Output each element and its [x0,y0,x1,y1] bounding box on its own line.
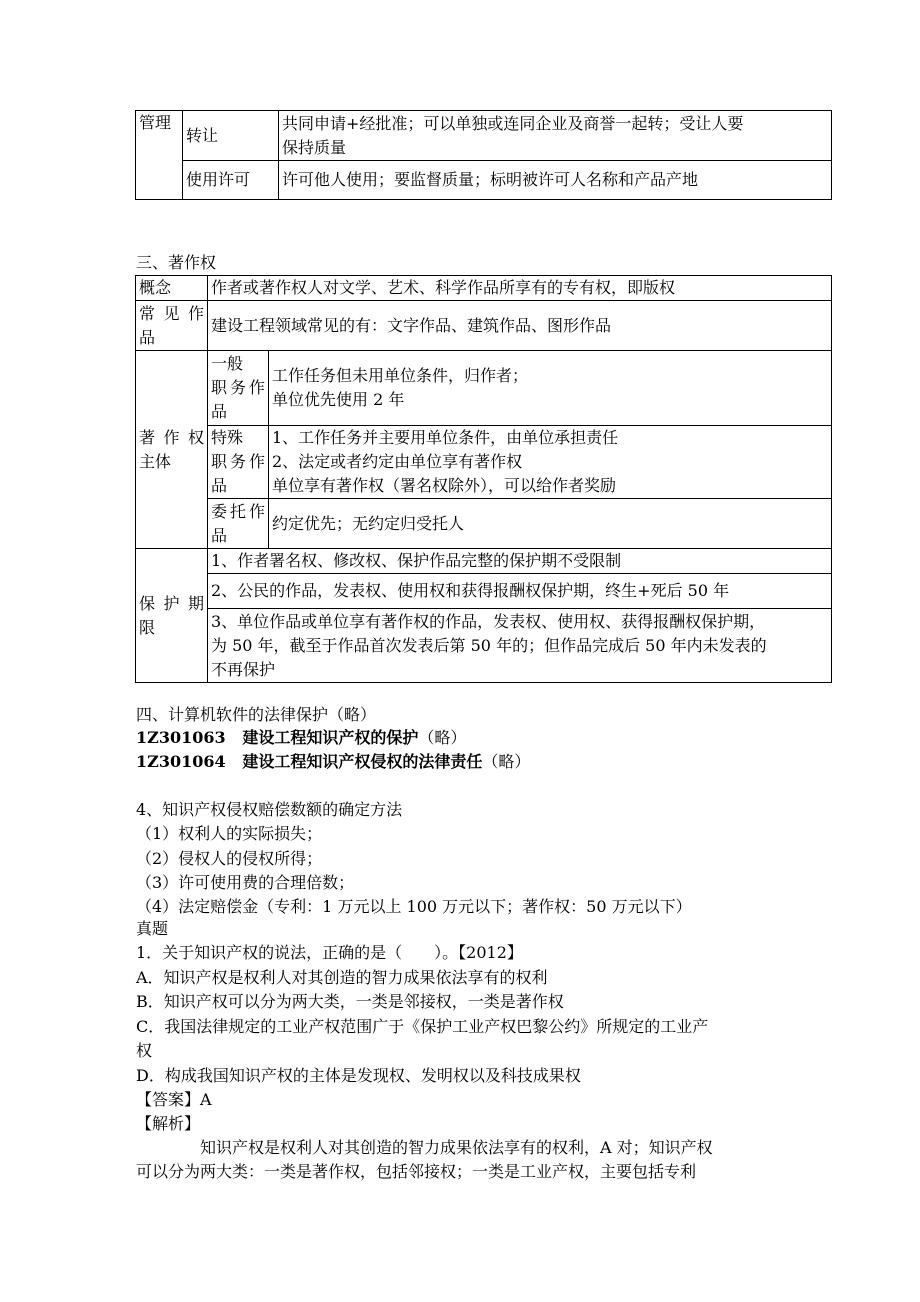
management-label: 管理 [136,111,183,200]
protection-row-3 [208,609,832,683]
option-d: D．构成我国知识产权的主体是发现权、发明权以及科技成果权 [136,1066,581,1085]
option-b: B．知识产权可以分为两大类，一类是邻接权，一类是著作权 [136,992,564,1011]
general-work-text-line2: 单位优先使用 2 年 [272,390,405,409]
protection-period-label-line1: 保护期 [139,593,204,613]
special-work-text-line2: 2、法定或者约定由单位享有著作权 [272,452,523,471]
section3-title: 三、著作权 [136,253,217,272]
protection-period-label [136,549,208,683]
special-work-label-line3: 品 [211,476,228,495]
commissioned-work-label [208,499,269,549]
question-1: 1．关于知识产权的说法，正确的是（ ）。【2012】 [136,943,523,962]
general-work-text [269,351,832,426]
heading-note: （略） [482,752,531,771]
copyright-subject-label-line1: 著作权 [139,427,204,447]
heading-1z301064 [136,751,530,773]
method-item: （2）侵权人的侵权所得； [136,849,323,868]
transfer-label: 转让 [183,111,279,161]
heading-title: 建设工程知识产权侵权的法律责任 [242,752,483,771]
special-work-label [208,426,269,499]
copyright-table [135,275,832,683]
special-work-label-line2: 职务作 [211,452,265,471]
protection-row-1: 1、作者署名权、修改权、保护作品完整的保护期不受限制 [208,549,832,574]
protection-row-3-line1: 3、单位作品或单位享有著作权的作品，发表权、使用权、获得报酬权保护期， [211,611,766,631]
trademark-management-table [135,110,832,200]
analysis-line1: 知识产权是权利人对其创造的智力成果依法享有的权利，A 对；知识产权 [200,1138,713,1157]
concept-text: 作者或著作权人对文学、艺术、科学作品所享有的专有权，即版权 [208,276,832,301]
analysis-label: 【解析】 [136,1114,201,1133]
license-label: 使用许可 [183,161,279,200]
option-c-line1: C．我国法律规定的工业产权范围广于《保护工业产权巴黎公约》所规定的工业产 [136,1017,709,1036]
protection-period-label-line2: 限 [139,617,156,637]
copyright-subject-label [136,351,208,549]
common-works-label-line1: 常见作 [139,303,204,323]
heading-title: 建设工程知识产权的保护 [242,728,419,747]
answer: 【答案】A [136,1090,212,1109]
exam-label: 真题 [136,919,169,938]
concept-label: 概念 [136,276,208,301]
license-text: 许可他人使用；要监督质量；标明被许可人名称和产品产地 [279,161,832,200]
special-work-text-line3: 单位享有著作权（署名权除外），可以给作者奖励 [272,476,617,495]
commissioned-work-label-line1: 委托作 [211,501,265,521]
methods-title: 4、知识产权侵权赔偿数额的确定方法 [136,800,403,819]
commissioned-work-text: 约定优先；无约定归受托人 [269,499,832,549]
heading-code: 1Z301064 [136,752,226,771]
protection-row-3-line2: 为 50 年，截至于作品首次发表后第 50 年的；但作品完成后 50 年内未发表的 [211,635,767,655]
special-work-text-line1: 1、工作任务并主要用单位条件，由单位承担责任 [272,428,619,447]
general-work-text-line1: 工作任务但未用单位条件，归作者； [272,366,529,385]
transfer-text [279,111,832,161]
transfer-text-line2: 保持质量 [282,137,347,157]
special-work-label-line1: 特殊 [211,428,244,447]
general-work-label-line2: 职务作 [211,378,265,397]
option-c-line2: 权 [136,1041,153,1060]
heading-1z301063 [136,727,466,749]
analysis-line2: 可以分为两大类：一类是著作权，包括邻接权；一类是工业产权，主要包括专利 [136,1162,697,1181]
method-item: （3）许可使用费的合理倍数； [136,873,355,892]
common-works-label-line2: 品 [139,327,156,347]
copyright-subject-label-line2: 主体 [139,451,172,471]
transfer-text-line1: 共同申请+经批准；可以单独或连同企业及商誉一起转；受让人要 [282,113,744,133]
protection-row-2: 2、公民的作品，发表权、使用权和获得报酬权保护期，终生+死后 50 年 [208,574,832,609]
method-item: （1）权利人的实际损失； [136,824,323,843]
general-work-label-line1: 一般 [211,354,244,373]
special-work-text [269,426,832,499]
section4-title: 四、计算机软件的法律保护（略） [136,705,377,724]
common-works-text: 建设工程领域常见的有：文字作品、建筑作品、图形作品 [208,301,832,351]
heading-note: （略） [418,728,467,747]
common-works-label [136,301,208,351]
protection-row-3-line3: 不再保护 [211,659,276,679]
method-item: （4）法定赔偿金（专利：1 万元以上 100 万元以下；著作权：50 万元以下） [136,897,692,916]
heading-code: 1Z301063 [136,728,226,747]
general-work-label [208,351,269,426]
commissioned-work-label-line2: 品 [211,525,228,545]
option-a: A．知识产权是权利人对其创造的智力成果依法享有的权利 [136,968,548,987]
general-work-label-line3: 品 [211,402,228,421]
